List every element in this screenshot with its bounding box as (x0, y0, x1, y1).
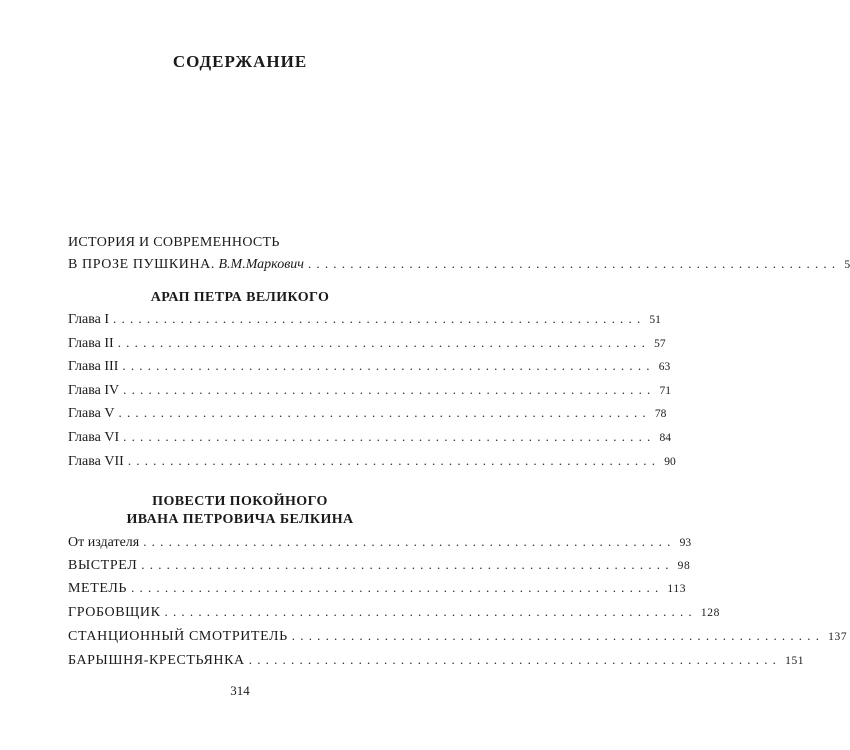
toc-entry-page: 137 (828, 631, 848, 643)
toc-entry-page: 93 (679, 537, 692, 549)
toc-entry-page: 63 (658, 361, 671, 373)
page-title: СОДЕРЖАНИЕ (172, 52, 308, 71)
toc-entry-page: 151 (785, 655, 805, 667)
toc-entry-page: 98 (677, 560, 691, 572)
section-title-line: ИВАНА ПЕТРОВИЧА БЕЛКИНА (126, 512, 354, 527)
toc-entry-label: Глава V (68, 406, 115, 421)
toc-entry-intro[interactable] (68, 256, 850, 273)
dot-leader: ............................................................... (143, 534, 676, 549)
toc-entry[interactable] (68, 358, 671, 375)
toc-entry[interactable] (68, 429, 672, 446)
toc-entry-label: Глава VII (68, 454, 124, 469)
toc-entry-page: 57 (654, 338, 666, 350)
toc-entry-page: 90 (664, 456, 676, 468)
dot-leader: ............................................................... (123, 429, 656, 444)
toc-entry[interactable] (68, 405, 667, 422)
toc-entry[interactable] (68, 453, 676, 470)
intro-title-line1: ИСТОРИЯ И СОВРЕМЕННОСТЬ (68, 235, 280, 250)
dot-leader: ............................................................... (123, 382, 656, 397)
dot-leader: ............................................................... (141, 557, 674, 572)
toc-entry[interactable] (68, 604, 720, 621)
section-title-belkin (0, 493, 480, 529)
toc-entry-page: 113 (667, 583, 687, 595)
toc-entry-label: От издателя (68, 535, 140, 550)
toc-entry-label: Глава VI (68, 430, 120, 445)
dot-leader: ............................................................... (117, 335, 651, 350)
toc-entry-page: 78 (654, 408, 667, 420)
toc-entry[interactable] (68, 557, 691, 574)
toc-entry[interactable] (68, 311, 661, 328)
dot-leader: ............................................................... (164, 604, 697, 619)
toc-entry-label: СТАНЦИОННЫЙ СМОТРИТЕЛЬ (68, 629, 288, 644)
toc-entry-label: Глава II (68, 336, 114, 351)
toc-entry[interactable] (68, 534, 692, 551)
dot-leader: ............................................................... (122, 358, 655, 373)
toc-entry-label: МЕТЕЛЬ (68, 581, 128, 596)
toc-entry-page: 84 (659, 432, 672, 444)
toc-entry-label (68, 257, 304, 273)
toc-entry[interactable] (68, 628, 848, 645)
toc-entry-page: 5 (844, 259, 850, 271)
intro-author: В.М.Маркович (218, 257, 304, 272)
dot-leader: ............................................................... (131, 580, 664, 595)
toc-entry[interactable] (68, 580, 687, 597)
intro-title-line2: В ПРОЗЕ ПУШКИНА. (68, 257, 215, 272)
dot-leader: ............................................................... (118, 405, 651, 420)
dot-leader: ............................................................... (291, 628, 825, 643)
dot-leader: ............................................................... (113, 311, 646, 326)
toc-entry-label: БАРЫШНЯ-КРЕСТЬЯНКА (68, 653, 245, 668)
dot-leader: ............................................................... (307, 256, 841, 271)
page-number: 314 (230, 683, 250, 698)
toc-entry-label: ГРОБОВЩИК (68, 605, 161, 620)
toc-entry-label: Глава IV (68, 383, 120, 398)
toc-entry-page: 128 (700, 607, 720, 619)
toc-entry-page: 71 (659, 385, 672, 397)
dot-leader: ............................................................... (248, 652, 782, 667)
toc-entry[interactable] (68, 382, 672, 399)
toc-entry-label: Глава I (68, 312, 110, 327)
toc-entry-page: 51 (649, 314, 661, 326)
toc-entry[interactable] (68, 335, 666, 352)
toc-entry-label: ВЫСТРЕЛ (68, 558, 138, 573)
dot-leader: ............................................................... (127, 453, 661, 468)
toc-entry-label: Глава III (68, 359, 119, 374)
section-title-arap: АРАП ПЕТРА ВЕЛИКОГО (150, 290, 330, 305)
toc-entry[interactable] (68, 652, 805, 669)
section-title-line: ПОВЕСТИ ПОКОЙНОГО (152, 494, 328, 509)
